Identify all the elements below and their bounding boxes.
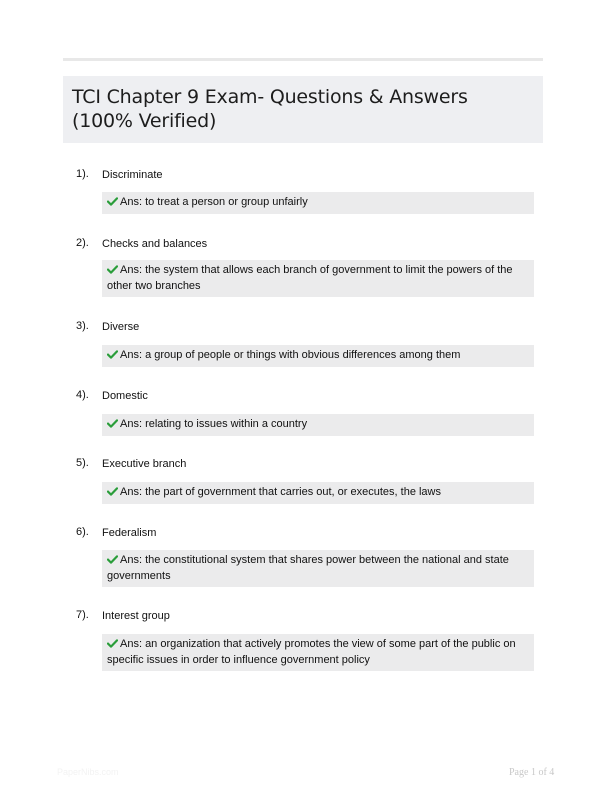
answer-box — [102, 345, 534, 367]
question-text: Domestic — [102, 390, 148, 402]
check-icon — [107, 639, 118, 648]
question-number: 2). — [76, 237, 89, 249]
check-icon — [107, 487, 118, 496]
answer-box — [102, 260, 534, 297]
answer-text: Ans: the system that allows each branch of government to limit the powers of the other two branches — [107, 264, 513, 292]
check-icon — [107, 265, 118, 274]
answer-box — [102, 550, 534, 587]
question-number: 6). — [76, 526, 89, 538]
question-number: 1). — [76, 168, 89, 180]
footer-watermark: PaperNibs.com — [57, 767, 119, 777]
question-number: 5). — [76, 457, 89, 469]
page-number: Page 1 of 4 — [509, 767, 555, 778]
page-title: TCI Chapter 9 Exam- Questions & Answers (100% Verified) — [72, 86, 468, 132]
question-text: Discriminate — [102, 169, 163, 181]
question-text: Diverse — [102, 321, 140, 333]
answer-text: Ans: relating to issues within a country — [120, 418, 308, 430]
question-number: 4). — [76, 389, 89, 401]
question-text: Checks and balances — [102, 238, 208, 250]
question-text: Interest group — [102, 610, 170, 622]
check-icon — [107, 419, 118, 428]
check-icon — [107, 197, 118, 206]
check-icon — [107, 350, 118, 359]
title-banner — [63, 76, 543, 143]
question-text: Federalism — [102, 527, 157, 539]
answer-box — [102, 192, 534, 214]
check-icon — [107, 555, 118, 564]
answer-text: Ans: the constitutional system that shares power between the national and state governments — [107, 554, 509, 582]
answer-text: Ans: the part of government that carries out, or executes, the laws — [120, 486, 441, 498]
answer-box — [102, 634, 534, 671]
question-number: 7). — [76, 609, 89, 621]
top-divider — [63, 58, 543, 61]
answer-text: Ans: a group of people or things with obvious differences among them — [120, 349, 461, 361]
answer-box — [102, 482, 534, 504]
answer-text: Ans: to treat a person or group unfairly — [120, 196, 308, 208]
question-text: Executive branch — [102, 458, 187, 470]
answer-box — [102, 414, 534, 436]
question-number: 3). — [76, 320, 89, 332]
answer-text: Ans: an organization that actively promotes the view of some part of the public on specific issues in order to influence government policy — [107, 638, 516, 666]
